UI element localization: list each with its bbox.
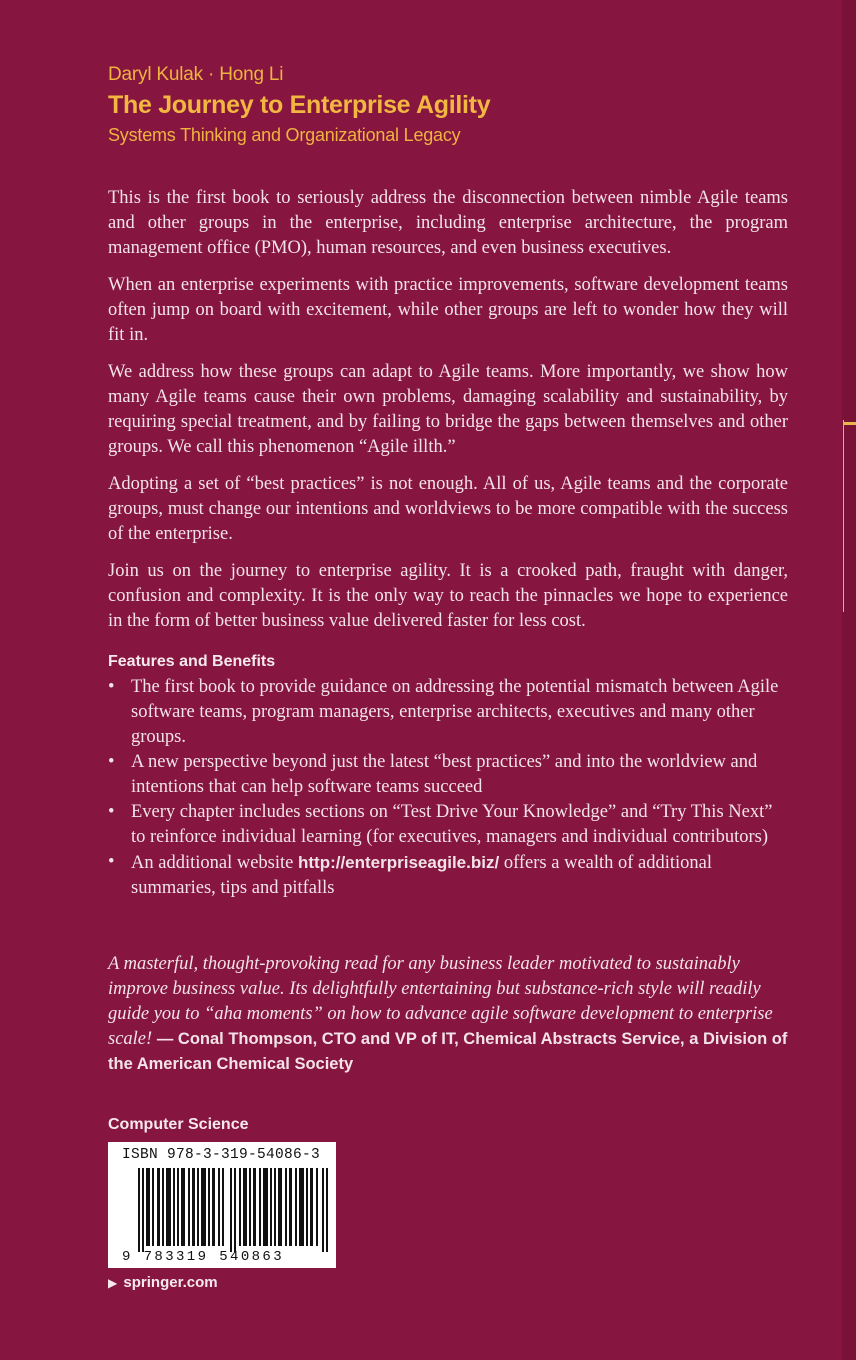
barcode-digits: 9 783319 540863 <box>122 1249 285 1265</box>
features-heading: Features and Benefits <box>108 653 276 670</box>
book-subtitle: Systems Thinking and Organizational Legacy <box>108 125 461 145</box>
blurb-paragraph: This is the first book to seriously address the disconnection between nimble Agile teams and other groups in the enterprise, including enterprise architecture, the program management office (PMO), human resources, and even business executives. <box>108 188 788 258</box>
quote-text: A masterful, thought-provoking read for any business leader motivated to sustainably improve business value. Its delightfully entertaining but substance-rich style will readily guide you to “aha moments” on how to advance agile software development to enterprise scale! <box>108 954 773 1049</box>
bullet-icon: • <box>108 677 115 697</box>
feature-item <box>108 800 788 850</box>
bullet-icon: • <box>108 852 115 872</box>
feature-item-website <box>108 850 788 901</box>
blurb-paragraph: We address how these groups can adapt to Agile teams. More importantly, we show how many Agile teams cause their own problems, damaging scalability and sustainability, by requiring special treatment, and by failing to bridge the gaps between themselves and other groups. We call this phenomenon “Agile illth.” <box>108 362 788 457</box>
spine-marker <box>844 422 856 425</box>
features-list <box>108 675 788 901</box>
website-link[interactable]: http://enterpriseagile.biz/ <box>297 853 500 872</box>
book-title: The Journey to Enterprise Agility <box>108 91 491 119</box>
feature-item <box>108 750 788 800</box>
spine-guide-line <box>843 420 844 612</box>
feature-text: Every chapter includes sections on “Test Drive Your Knowledge” and “Try This Next” to reinforce individual learning (for executives, managers and individual contributors) <box>131 802 773 847</box>
feature-text: A new perspective beyond just the latest “best practices” and into the worldview and intentions that can help software teams succeed <box>131 752 758 797</box>
blurb-paragraph: When an enterprise experiments with practice improvements, software development teams often jump on board with excitement, while other groups are left to wonder how they will fit in. <box>108 275 788 345</box>
publisher-name: springer.com <box>123 1274 218 1291</box>
isbn-text: ISBN 978-3-319-54086-3 <box>122 1147 321 1163</box>
feature-text: The first book to provide guidance on addressing the potential mismatch between Agile software teams, program managers, enterprise architects, executives and many other groups. <box>131 677 779 747</box>
feature-item <box>108 675 788 750</box>
bullet-icon: • <box>108 802 115 822</box>
spine-edge <box>842 0 856 1360</box>
barcode-icon <box>138 1168 330 1252</box>
book-header <box>108 63 808 147</box>
isbn-barcode <box>108 1142 336 1268</box>
arrow-right-icon: ▶ <box>108 1276 118 1290</box>
publisher-link[interactable] <box>108 1274 218 1291</box>
authors: Daryl Kulak · Hong Li <box>108 64 284 85</box>
bullet-icon: • <box>108 752 115 772</box>
blurb-paragraph: Adopting a set of “best practices” is not enough. All of us, Agile teams and the corporate groups, must change our intentions and worldviews to be more compatible with the success of the enterprise. <box>108 474 788 544</box>
quote-attribution: — Conal Thompson, CTO and VP of IT, Chemical Abstracts Service, a Division of the American Chemical Society <box>108 1030 788 1073</box>
blurb-paragraph: Join us on the journey to enterprise agility. It is a crooked path, fraught with danger, confusion and complexity. It is the only way to reach the pinnacles we hope to experience in the form of better business value delivered faster for less cost. <box>108 561 788 631</box>
feature-website-suffix: offers a wealth of additional summaries, tips and pitfalls <box>131 853 713 898</box>
feature-website-prefix: An additional website <box>131 853 298 873</box>
endorsement-quote <box>108 952 788 1077</box>
subject-category: Computer Science <box>108 1116 249 1133</box>
blurb <box>108 186 788 901</box>
